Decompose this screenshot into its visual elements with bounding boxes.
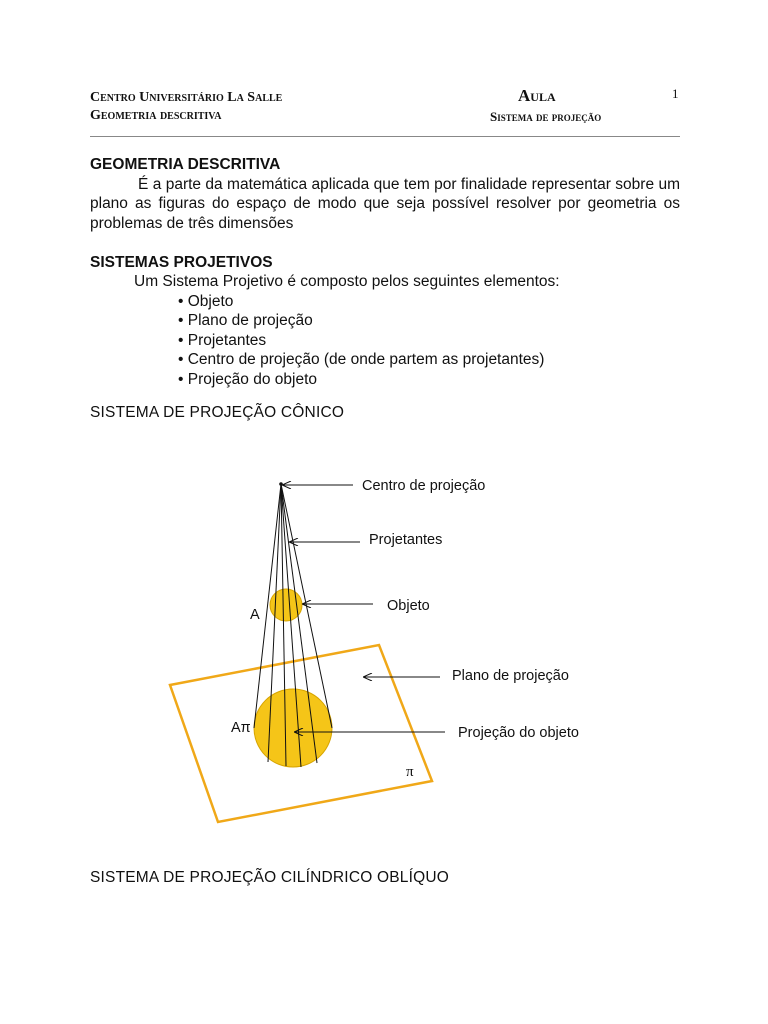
list-item: • Objeto [178, 292, 680, 312]
label-object: Objeto [387, 598, 430, 614]
course-name: Geometria descritiva [90, 108, 222, 123]
label-point-a-pi: Aπ [231, 720, 251, 736]
section-title-geometria: GEOMETRIA DESCRITIVA [90, 156, 281, 173]
list-item: • Projeção do objeto [178, 370, 680, 390]
list-item: • Centro de projeção (de onde partem as projetantes) [178, 350, 680, 370]
label-plane-symbol: π [406, 764, 414, 780]
conic-heading: SISTEMA DE PROJEÇÃO CÔNICO [90, 404, 345, 421]
sistemas-intro: Um Sistema Projetivo é composto pelos seguintes elementos: [134, 273, 560, 290]
label-projection: Projeção do objeto [458, 725, 579, 741]
cylindrical-heading: SISTEMA DE PROJEÇÃO CILÍNDRICO OBLÍQUO [90, 869, 449, 886]
conic-projection-diagram [160, 470, 620, 830]
center-point [279, 482, 283, 486]
definition-paragraph: É a parte da matemática aplicada que tem por finalidade representar sobre um plano as figuras do espaço de modo que seja possível resolver por geometria os problemas de três dimensões [90, 175, 680, 232]
section-title-sistemas: SISTEMAS PROJETIVOS [90, 253, 273, 271]
projection-circle [254, 689, 332, 767]
elements-list [90, 292, 680, 390]
label-projectants: Projetantes [369, 532, 443, 548]
page-number: 1 [672, 86, 679, 101]
label-plane: Plano de projeção [452, 668, 569, 684]
institution-name: Centro Universitário La Salle [90, 90, 283, 105]
list-item: • Projetantes [178, 331, 680, 351]
list-item: • Plano de projeção [178, 311, 680, 331]
label-point-a: A [250, 607, 260, 623]
lesson-label: Aula [518, 86, 556, 105]
label-center: Centro de projeção [362, 478, 486, 494]
document-body [90, 155, 680, 389]
document-header [90, 88, 680, 137]
lesson-topic: Sistema de projeção [490, 109, 602, 124]
